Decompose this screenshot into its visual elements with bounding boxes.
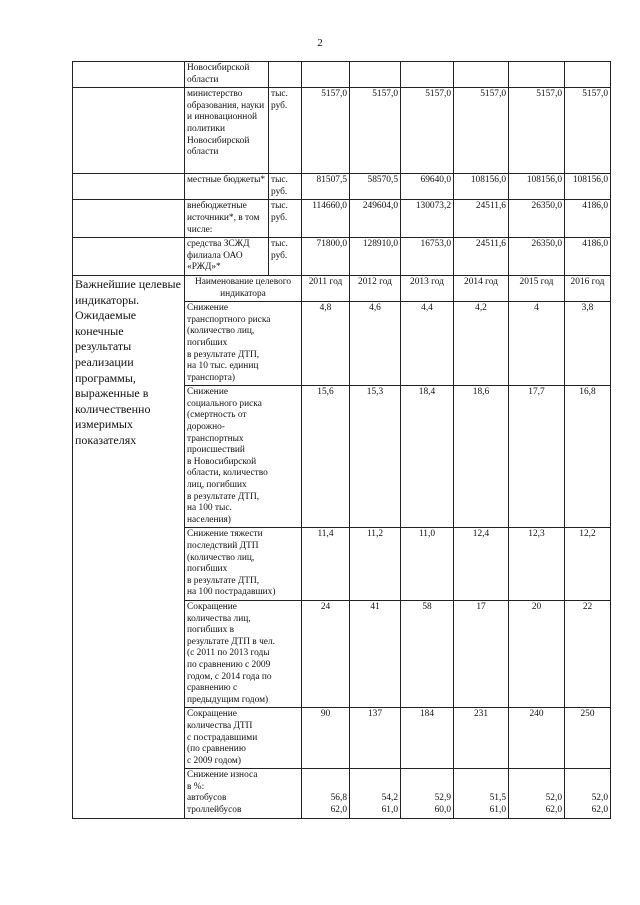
indicator-value: 20 [509,600,565,707]
funding-value: 24511,6 [454,200,509,238]
funding-value: 108156,0 [454,174,509,200]
funding-value: 5157,0 [509,88,565,174]
funding-source: Новосибирской области [185,62,269,88]
empty-cell [73,174,185,200]
funding-value: 16753,0 [401,238,454,276]
indicator-value: 4,8 [302,302,350,386]
funding-unit: тыс. руб. [269,88,302,174]
indicator-name-line: дорожно- [187,422,225,433]
funding-row [73,238,611,276]
indicator-name-line: погибших в [187,625,235,636]
indicator-name-line: последствий ДТП [187,541,259,551]
indicator-name-line: Снижение износа [187,770,258,781]
section-title: Важнейшие целевые индикаторы. Ожидаемые конечные результаты реализации программы, выраженные в количественно измеримых показателях [73,275,185,818]
wear-value: 52,9 [434,793,451,804]
indicator-name-line: происшествий [187,445,245,456]
funding-value: 26350,0 [509,200,565,238]
indicator-name [185,386,302,528]
indicator-name-line: на 100 пострадавших) [187,587,276,598]
funding-source: внебюджетные источники*, в том числе: [185,200,269,238]
funding-value: 5157,0 [350,88,401,174]
wear-value: 62,0 [545,805,562,816]
funding-unit: тыс. руб. [269,238,302,276]
indicator-value [565,769,611,818]
indicator-name-line: сравнению с [187,683,238,694]
indicator-value: 12,3 [509,528,565,601]
funding-unit: тыс. руб. [269,200,302,238]
indicator-name-line: социального риска [187,398,262,409]
funding-value [565,62,611,88]
indicator-value: 15,6 [302,386,350,528]
funding-value [509,62,565,88]
indicator-value [401,769,454,818]
funding-value: 24511,6 [454,238,509,276]
indicator-name-line: на 10 тыс. единиц [187,361,259,372]
funding-value: 108156,0 [509,174,565,200]
indicator-name-line: количества ДТП [187,720,253,731]
indicator-value: 58 [401,600,454,707]
indicator-name-line: с пострадавшими [187,732,258,743]
funding-unit [269,62,302,88]
indicator-value [302,769,350,818]
indicator-name-line: в Новосибирской [187,456,257,467]
indicator-value: 4,2 [454,302,509,386]
wear-value: 52,0 [545,793,562,804]
indicator-value: 250 [565,708,611,769]
indicator-value: 11,2 [350,528,401,601]
funding-value: 71800,0 [302,238,350,276]
funding-value: 81507,5 [302,174,350,200]
indicator-name-line: (количество лиц, [187,326,255,337]
indicator-name-line: населения) [187,514,231,525]
year-header: 2016 год [565,275,611,301]
indicator-name-line: (с 2011 по 2013 годы [187,648,270,659]
indicator-value: 240 [509,708,565,769]
wear-value: 56,8 [330,793,347,804]
indicator-name [185,600,302,707]
indicator-value: 17,7 [509,386,565,528]
indicator-name-line: транспортных [187,433,244,444]
indicator-name [185,528,302,601]
funding-row [73,200,611,238]
wear-value: 61,0 [489,805,506,816]
year-header: 2014 год [454,275,509,301]
indicator-value: 17 [454,600,509,707]
funding-value: 69640,0 [401,174,454,200]
indicator-value: 12,4 [454,528,509,601]
funding-value: 26350,0 [509,238,565,276]
funding-value [454,62,509,88]
empty-cell [73,88,185,174]
empty-cell [73,200,185,238]
funding-value: 4186,0 [565,238,611,276]
indicator-name-line: Сокращение [187,601,237,612]
indicator-name-header: Наименование целевого индикатора [185,275,302,301]
funding-source: средства ЗСЖД филиала ОАО «РЖД»* [185,238,269,276]
indicator-value: 137 [350,708,401,769]
indicator-value: 22 [565,600,611,707]
indicator-name-line: в результате ДТП, [187,575,260,586]
indicator-value: 184 [401,708,454,769]
indicator-name-line: в результате ДТП, [187,491,260,502]
funding-unit: тыс. руб. [269,174,302,200]
indicator-value: 11,4 [302,528,350,601]
wear-sub-label: троллейбусов [187,805,242,816]
indicator-value: 24 [302,600,350,707]
wear-value: 52,0 [591,793,608,804]
empty-cell [73,62,185,88]
indicator-name-line: (количество лиц, [187,552,255,563]
funding-value: 114660,0 [302,200,350,238]
funding-source: министерство образования, науки и инновационной политики Новосибирской области [185,88,269,174]
indicator-value [454,769,509,818]
indicator-name-line: транспортного риска [187,314,271,325]
indicator-name-line: погибших [187,337,228,348]
indicator-name [185,769,302,818]
funding-value: 5157,0 [565,88,611,174]
indicator-value [350,769,401,818]
funding-value: 5157,0 [401,88,454,174]
indicator-name-line: Сокращение [187,709,237,720]
indicator-value: 41 [350,600,401,707]
year-header: 2013 год [401,275,454,301]
indicator-name [185,302,302,386]
indicator-name-line: (смертность от [187,410,247,421]
funding-row [73,62,611,88]
indicator-name-line: области, количество [187,468,268,479]
wear-sub-label: автобусов [187,793,227,804]
wear-value: 61,0 [381,805,398,816]
indicator-name-line: в результате ДТП, [187,349,260,360]
funding-value [401,62,454,88]
indicator-header-row [73,275,611,301]
indicator-value: 4,4 [401,302,454,386]
indicator-value: 18,4 [401,386,454,528]
funding-value: 249604,0 [350,200,401,238]
funding-value [350,62,401,88]
funding-value: 5157,0 [454,88,509,174]
indicator-name-line: годом, с 2014 года по [187,671,272,682]
indicator-value: 15,3 [350,386,401,528]
indicator-name-line: на 100 тыс. [187,503,232,514]
indicator-name-line: Снижение [187,303,228,314]
funding-value [302,62,350,88]
wear-value: 62,0 [330,805,347,816]
indicator-name-line: в %: [187,781,205,792]
funding-source: местные бюджеты* [185,174,269,200]
funding-value: 108156,0 [565,174,611,200]
year-header: 2012 год [350,275,401,301]
wear-value: 60,0 [434,805,451,816]
indicator-value: 90 [302,708,350,769]
funding-value: 58570,5 [350,174,401,200]
funding-row [73,88,611,174]
indicator-name-line: лиц, погибших [187,480,247,491]
indicator-value: 4 [509,302,565,386]
indicator-name-line: погибших [187,564,228,575]
funding-value: 128910,0 [350,238,401,276]
wear-value: 51,5 [489,793,506,804]
indicator-name-line: транспорта) [187,372,236,383]
indicator-value: 231 [454,708,509,769]
indicator-name-line: по сравнению с 2009 [187,659,271,670]
indicator-value: 12,2 [565,528,611,601]
indicator-name-line: Снижение тяжести [187,529,263,540]
page-number: 2 [317,37,323,49]
indicator-name-line: Снижение [187,387,228,398]
indicator-name-line: предыдущим годом) [187,694,269,705]
indicator-value [509,769,565,818]
wear-value: 54,2 [381,793,398,804]
funding-row [73,174,611,200]
empty-cell [73,238,185,276]
indicator-name [185,708,302,769]
funding-value: 5157,0 [302,88,350,174]
indicator-value: 11,0 [401,528,454,601]
year-header: 2011 год [302,275,350,301]
funding-value: 4186,0 [565,200,611,238]
indicator-name-line: (по сравнению [187,744,246,755]
indicator-name-line: результате ДТП в чел. [187,636,275,647]
wear-value: 62,0 [591,805,608,816]
indicator-name-line: количества лиц, [187,613,251,624]
funding-value: 130073,2 [401,200,454,238]
indicator-name-line: с 2009 годом) [187,755,241,766]
indicator-value: 3,8 [565,302,611,386]
program-passport-table [72,61,611,819]
year-header: 2015 год [509,275,565,301]
indicator-value: 18,6 [454,386,509,528]
indicator-value: 16,8 [565,386,611,528]
indicator-value: 4,6 [350,302,401,386]
